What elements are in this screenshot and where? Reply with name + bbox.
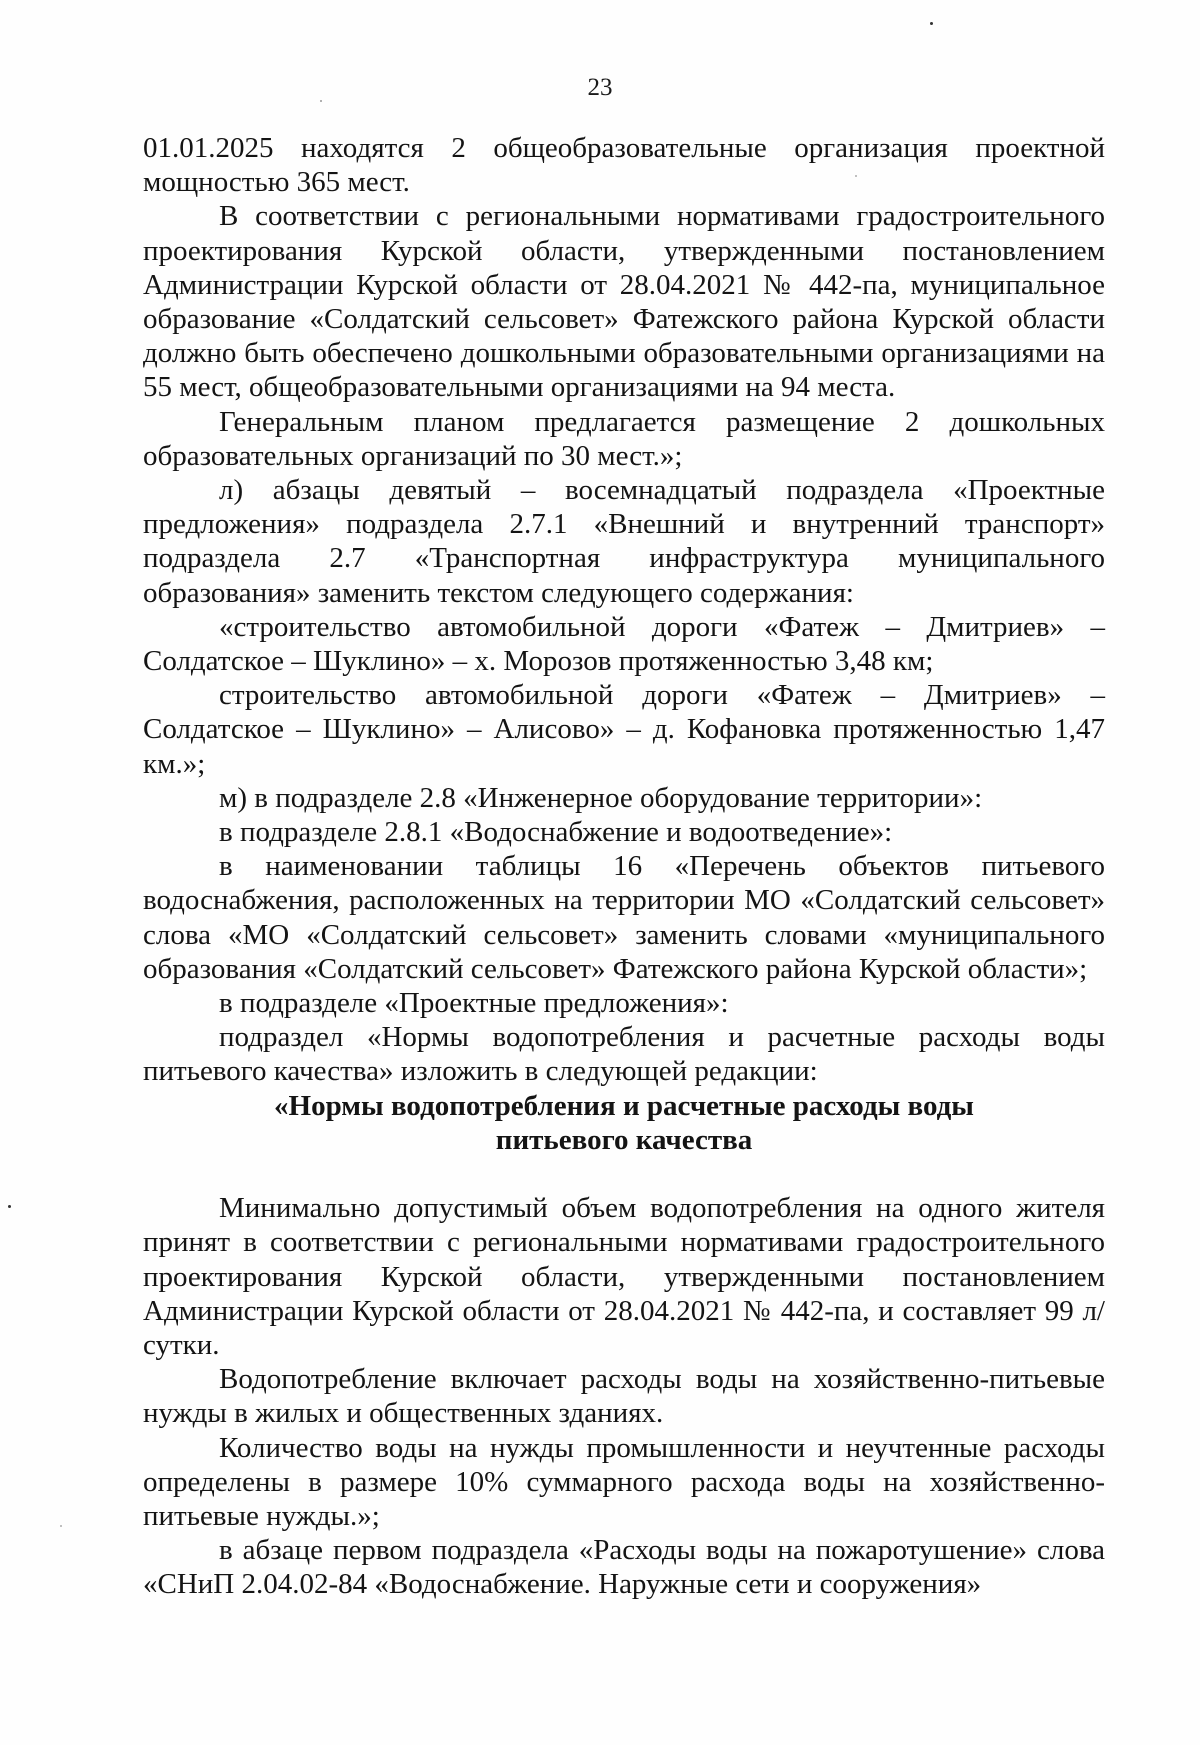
paragraph: в подразделе 2.8.1 «Водоснабжение и водоотведение»: xyxy=(219,816,893,849)
paragraph: 01.01.2025 находятся 2 общеобразовательные организация проектной мощностью 365 мест. xyxy=(143,132,1105,199)
paragraph: В соответствии с региональными нормативами градостроительного проектирования Курской области, утвержденными постановлением Администрации Курской области от 28.04.2021 № 442-па, муниципальное образование «Солдатский сельсовет» Фатежского района Курской области должно быть обеспечено дошкольными образовательными организациями на 55 мест, общеобразовательными организациями на 94 места. xyxy=(143,200,1105,404)
scan-speck xyxy=(8,1205,11,1208)
paragraph: Минимально допустимый объем водопотребления на одного жителя принят в соответствии с региональными нормативами градостроительного проектирования Курской области, утвержденными постановлением Администрации Курской области от 28.04.2021 № 442-па, и составляет 99 л/сутки. xyxy=(143,1192,1105,1361)
paragraph: в наименовании таблицы 16 «Перечень объектов питьевого водоснабжения, расположенных на территории МО «Солдатский сельсовет» слова «МО «Солдатский сельсовет» заменить словами «муниципального образования «Солдатский сельсовет» Фатежского района Курской области»; xyxy=(143,850,1105,985)
paragraph: подраздел «Нормы водопотребления и расчетные расходы воды питьевого качества» изложить в следующей редакции: xyxy=(143,1021,1105,1088)
paragraph: л) абзацы девятый – восемнадцатый подраздела «Проектные предложения» подраздела 2.7.1 «Внешний и внутренний транспорт» подраздела 2.7 «Транспортная инфраструктура муниципального образования» заменить текстом следующего содержания: xyxy=(143,474,1105,609)
page-number: 23 xyxy=(587,74,613,101)
paragraph: строительство автомобильной дороги «Фатеж – Дмитриев» – Солдатское – Шуклино» – Алисово» – д. Кофановка протяженностью 1,47 км.»; xyxy=(143,679,1105,780)
paragraph: в подразделе «Проектные предложения»: xyxy=(219,987,729,1020)
scan-speck xyxy=(60,1525,62,1527)
section-heading-line-2: питьевого качества xyxy=(495,1123,753,1156)
paragraph: «строительство автомобильной дороги «Фатеж – Дмитриев» – Солдатское – Шуклино» – х. Морозов протяженностью 3,48 км; xyxy=(143,610,1105,678)
paragraph: Количество воды на нужды промышленности и неучтенные расходы определены в размере 10% суммарного расхода воды на хозяйственно-питьевые нужды.»; xyxy=(143,1431,1105,1532)
paragraph: м) в подразделе 2.8 «Инженерное оборудование территории»: xyxy=(219,781,983,814)
paragraph: Водопотребление включает расходы воды на хозяйственно-питьевые нужды в жилых и общественных зданиях. xyxy=(143,1363,1105,1430)
document-body xyxy=(143,131,1105,1602)
paragraph: в абзаце первом подраздела «Расходы воды на пожаротушение» слова «СНиП 2.04.02-84 «Водоснабжение. Наружные сети и сооружения» xyxy=(143,1534,1105,1601)
paragraph: Генеральным планом предлагается размещение 2 дошкольных образовательных организаций по 30 мест.»; xyxy=(143,405,1105,472)
scan-speck xyxy=(930,22,933,25)
section-heading xyxy=(143,1089,1105,1157)
scan-speck xyxy=(855,175,857,177)
scan-speck xyxy=(320,100,322,102)
section-heading-line-1: «Нормы водопотребления и расчетные расходы воды xyxy=(274,1089,974,1122)
spacer xyxy=(143,1157,1105,1191)
